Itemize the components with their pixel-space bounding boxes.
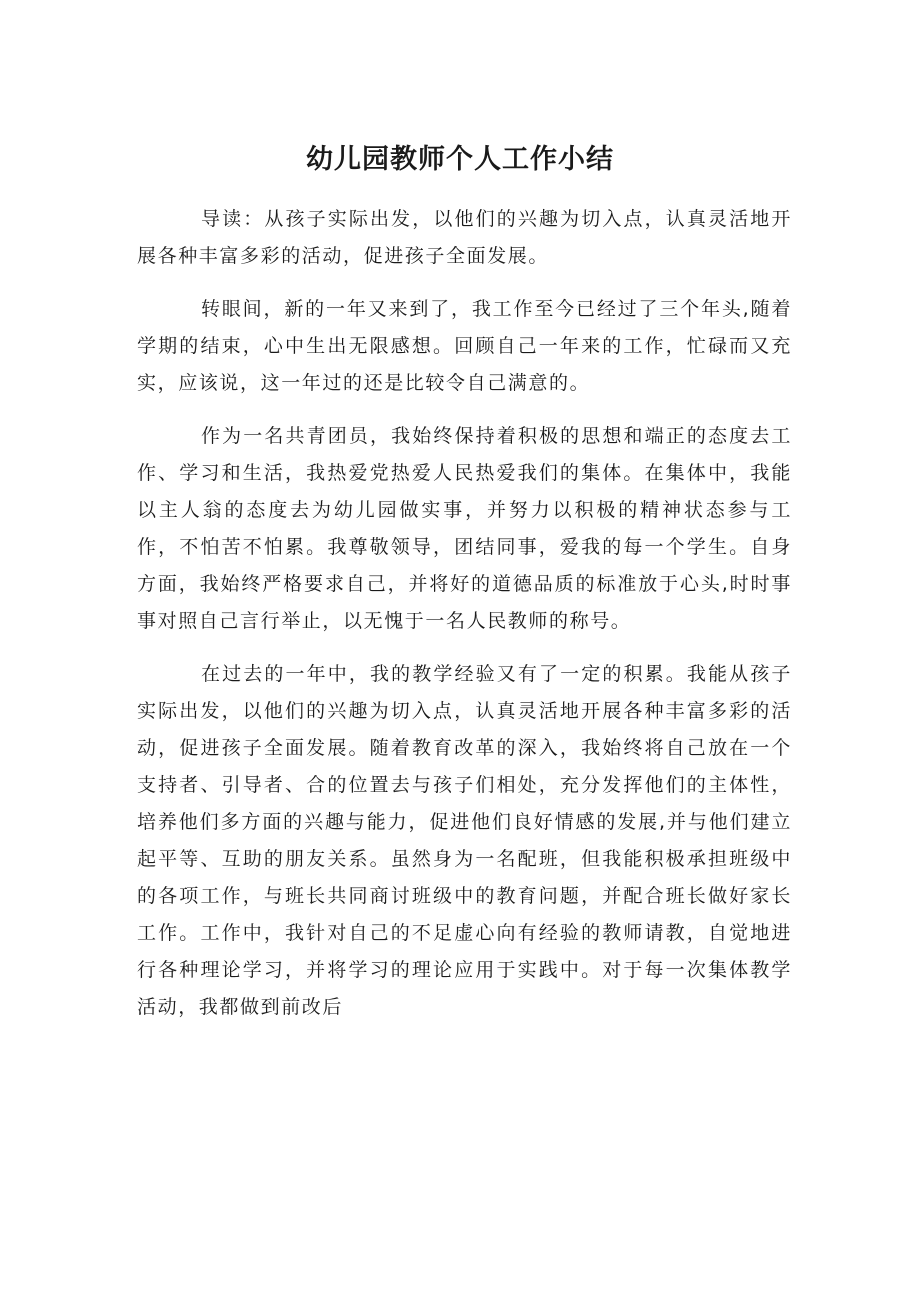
- paragraph-teaching: 在过去的一年中，我的教学经验又有了一定的积累。我能从孩子实际出发，以他们的兴趣为切入点，认真灵活地开展各种丰富多彩的活动，促进孩子全面发展。随着教育改革的深入，我始终将自己放在一个支持者、引导者、合的位置去与孩子们相处，充分发挥他们的主体性，培养他们多方面的兴趣与能力，促进他们良好情感的发展,并与他们建立起平等、互助的朋友关系。虽然身为一名配班，但我能积极承担班级中的各项工作，与班长共同商讨班级中的教育问题，并配合班长做好家长工作。工作中，我针对自己的不足虚心向有经验的教师请教，自觉地进行各种理论学习，并将学习的理论应用于实践中。对于每一次集体教学活动，我都做到前改后: [137, 663, 792, 1018]
- document-body: [137, 201, 792, 1026]
- intro-paragraph: 导读：从孩子实际出发，以他们的兴趣为切入点，认真灵活地开展各种丰富多彩的活动，促进孩子全面发展。: [137, 208, 792, 267]
- document-title: 幼儿园教师个人工作小结: [306, 144, 614, 175]
- paragraph-reflection: 转眼间，新的一年又来到了，我工作至今已经过了三个年头,随着学期的结束，心中生出无限感想。回顾自己一年来的工作，忙碌而又充实，应该说，这一年过的还是比较令自己满意的。: [137, 298, 792, 394]
- paragraph-attitude: 作为一名共青团员，我始终保持着积极的思想和端正的态度去工作、学习和生活，我热爱党热爱人民热爱我们的集体。在集体中，我能以主人翁的态度去为幼儿园做实事，并努力以积极的精神状态参与工作，不怕苦不怕累。我尊敬领导，团结同事，爱我的每一个学生。自身方面，我始终严格要求自己，并将好的道德品质的标准放于心头,时时事事对照自己言行举止，以无愧于一名人民教师的称号。: [137, 425, 792, 632]
